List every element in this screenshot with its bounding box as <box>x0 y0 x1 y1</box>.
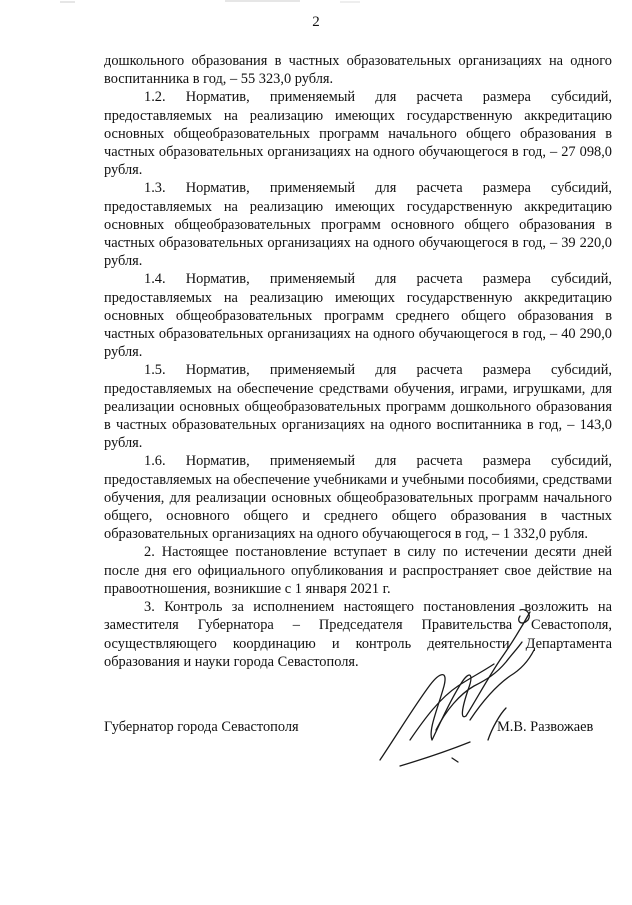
paragraph-1-2: 1.2. Норматив, применяемый для расчета размера субсидий, предоставляемых на реализацию имеющих государственную аккредитацию основных общеобразовательных программ начального общего образования в частных образовательных организациях на одного обучающегося в год, – 27 098,0 рубля. <box>104 89 612 179</box>
paragraph-continuation: дошкольного образования в частных образовательных организациях на одного воспитанника в год, – 55 323,0 рубля. <box>104 53 612 88</box>
signatory-name: М.В. Развожаев <box>497 719 594 735</box>
handwritten-signature <box>370 590 570 780</box>
paragraph-1-5: 1.5. Норматив, применяемый для расчета размера субсидий, предоставляемых на обеспечение средствами обучения, играми, игрушками, для реализации основных общеобразовательных программ дошкольного образования в частных образовательных организациях на одного воспитанника в год, – 143,0 рубля. <box>104 362 612 452</box>
page-number: 2 <box>312 14 320 30</box>
signatory-position: Губернатор города Севастополя <box>104 719 299 735</box>
paragraph-1-3: 1.3. Норматив, применяемый для расчета размера субсидий, предоставляемых на реализацию имеющих государственную аккредитацию основных общеобразовательных программ основного общего образования в частных образовательных организациях на одного обучающегося в год, – 39 220,0 рубля. <box>104 180 612 270</box>
paragraph-1-6: 1.6. Норматив, применяемый для расчета размера субсидий, предоставляемых на обеспечение учебниками и учебными пособиями, средствами обучения, для реализации основных общеобразовательных программ начального общего, основного общего и среднего общего образования в частных образовательных организациях на одного обучающегося в год, – 1 332,0 рубля. <box>104 453 612 543</box>
paragraph-3: 3. Контроль за исполнением настоящего постановления возложить на заместителя Губернатора – Председателя Правительства Севастополя, осуществляющего координацию и контроль деятельности Департамента образования и науки города Севастополя. <box>104 599 612 670</box>
paragraph-2: 2. Настоящее постановление вступает в силу по истечении десяти дней после дня его официального опубликования и распространяет свое действие на правоотношения, возникшие с 1 января 2021 г. <box>104 544 612 597</box>
paragraph-1-4: 1.4. Норматив, применяемый для расчета размера субсидий, предоставляемых на реализацию имеющих государственную аккредитацию основных общеобразовательных программ среднего общего образования в частных образовательных организациях на одного обучающегося в год, – 40 290,0 рубля. <box>104 271 612 361</box>
scan-artifact-marks <box>0 0 632 12</box>
document-body <box>104 52 612 671</box>
